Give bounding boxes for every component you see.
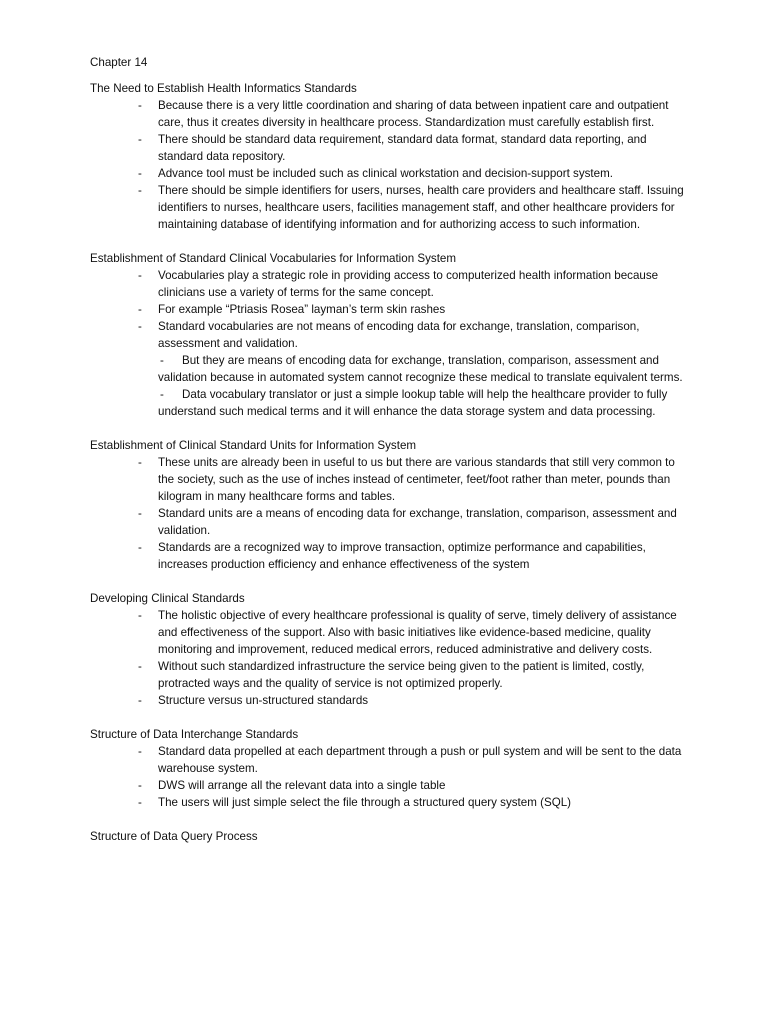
- list-item-text: Standard vocabularies are not means of encoding data for exchange, translation, comparison, assessment and validation.: [158, 320, 640, 350]
- spacer: [90, 420, 690, 437]
- sub-list-item-text: Data vocabulary translator or just a simple lookup table will help the healthcare provider to fully understand such medical terms and it will enhance the data storage system and data processing.: [158, 388, 668, 418]
- dash-bullet: -: [138, 303, 142, 316]
- sub-dash-bullet: -: [160, 388, 164, 401]
- dash-bullet: -: [138, 745, 142, 758]
- spacer: [90, 811, 690, 828]
- list-item: [90, 794, 690, 811]
- list-item-text: Standard units are a means of encoding data for exchange, translation, comparison, assessment and validation.: [158, 507, 677, 537]
- list-item: [90, 658, 690, 692]
- dash-bullet: -: [138, 660, 142, 673]
- chapter-heading: Chapter 14: [90, 56, 148, 69]
- list-item-text: Because there is a very little coordination and sharing of data between inpatient care and outpatient care, thus it creates diversity in healthcare process. Standardization must carefully establish first.: [158, 99, 669, 129]
- list-item-text: Vocabularies play a strategic role in providing access to computerized health information because clinicians use a variety of terms for the same concept.: [158, 269, 659, 299]
- dash-bullet: -: [138, 167, 142, 180]
- sub-list-item: [90, 352, 690, 386]
- list-item-text: There should be simple identifiers for users, nurses, health care providers and healthcare staff. Issuing identifiers to nurses, healthcare users, facilities management staff, and other healthcare providers for maintaining database of identifying information and for authorizing access to such information.: [158, 184, 684, 231]
- spacer: [90, 573, 690, 590]
- sub-dash-bullet: -: [160, 354, 164, 367]
- section-heading: Developing Clinical Standards: [90, 592, 245, 605]
- list-item: [90, 692, 690, 709]
- list-item: [90, 454, 690, 505]
- list-item-text: For example “Ptriasis Rosea” layman’s term skin rashes: [158, 303, 446, 316]
- bullet-list: [90, 267, 690, 420]
- bullet-list: [90, 607, 690, 709]
- list-item-text: There should be standard data requirement, standard data format, standard data reporting, and standard data repository.: [158, 133, 647, 163]
- dash-bullet: -: [138, 269, 142, 282]
- list-item-text: Without such standardized infrastructure the service being given to the patient is limited, costly, protracted ways and the quality of service is not optimized properly.: [158, 660, 645, 690]
- list-item: [90, 539, 690, 573]
- list-item-text: Structure versus un-structured standards: [158, 694, 369, 707]
- sub-list-item-text: But they are means of encoding data for exchange, translation, comparison, assessment and validation because in automated system cannot recognize these medical to translate equivalent terms.: [158, 354, 683, 384]
- spacer: [90, 709, 690, 726]
- section-heading: Establishment of Clinical Standard Units for Information System: [90, 439, 417, 452]
- spacer: [90, 233, 690, 250]
- spacer: [90, 71, 690, 80]
- list-item: [90, 607, 690, 658]
- list-item: [90, 97, 690, 131]
- document-body: [90, 54, 690, 845]
- section-heading: The Need to Establish Health Informatics Standards: [90, 82, 357, 95]
- list-item-text: Standards are a recognized way to improve transaction, optimize performance and capabilities, increases production efficiency and enhance effectiveness of the system: [158, 541, 646, 571]
- sections-container: [90, 80, 690, 845]
- bullet-list: [90, 743, 690, 811]
- bullet-list: [90, 97, 690, 233]
- section-heading: Structure of Data Interchange Standards: [90, 728, 299, 741]
- dash-bullet: -: [138, 456, 142, 469]
- dash-bullet: -: [138, 184, 142, 197]
- list-item: [90, 743, 690, 777]
- list-item-text: The users will just simple select the file through a structured query system (SQL): [158, 796, 572, 809]
- bullet-list: [90, 454, 690, 573]
- dash-bullet: -: [138, 609, 142, 622]
- sub-list-item: [90, 386, 690, 420]
- dash-bullet: -: [138, 320, 142, 333]
- dash-bullet: -: [138, 779, 142, 792]
- list-item: [90, 131, 690, 165]
- list-item-text: The holistic objective of every healthcare professional is quality of serve, timely delivery of assistance and effectiveness of the support. Also with basic initiatives like evidence-based medicine, quality monitoring and improvement, reduced medical errors, reduced administrative and delivery costs.: [158, 609, 677, 656]
- list-item: [90, 165, 690, 182]
- list-item: [90, 318, 690, 352]
- list-item-text: Standard data propelled at each department through a push or pull system and will be sent to the data warehouse system.: [158, 745, 682, 775]
- list-item-text: DWS will arrange all the relevant data into a single table: [158, 779, 446, 792]
- list-item-text: Advance tool must be included such as clinical workstation and decision-support system.: [158, 167, 613, 180]
- list-item: [90, 267, 690, 301]
- list-item: [90, 182, 690, 233]
- dash-bullet: -: [138, 694, 142, 707]
- list-item: [90, 301, 690, 318]
- dash-bullet: -: [138, 133, 142, 146]
- list-item: [90, 505, 690, 539]
- dash-bullet: -: [138, 796, 142, 809]
- section-heading: Structure of Data Query Process: [90, 830, 258, 843]
- list-item-text: These units are already been in useful to us but there are various standards that still very common to the society, such as the use of inches instead of centimeter, feet/foot rather than meter, pounds than kilogram in many healthcare forms and tables.: [158, 456, 675, 503]
- dash-bullet: -: [138, 507, 142, 520]
- list-item: [90, 777, 690, 794]
- dash-bullet: -: [138, 541, 142, 554]
- section-heading: Establishment of Standard Clinical Vocabularies for Information System: [90, 252, 457, 265]
- dash-bullet: -: [138, 99, 142, 112]
